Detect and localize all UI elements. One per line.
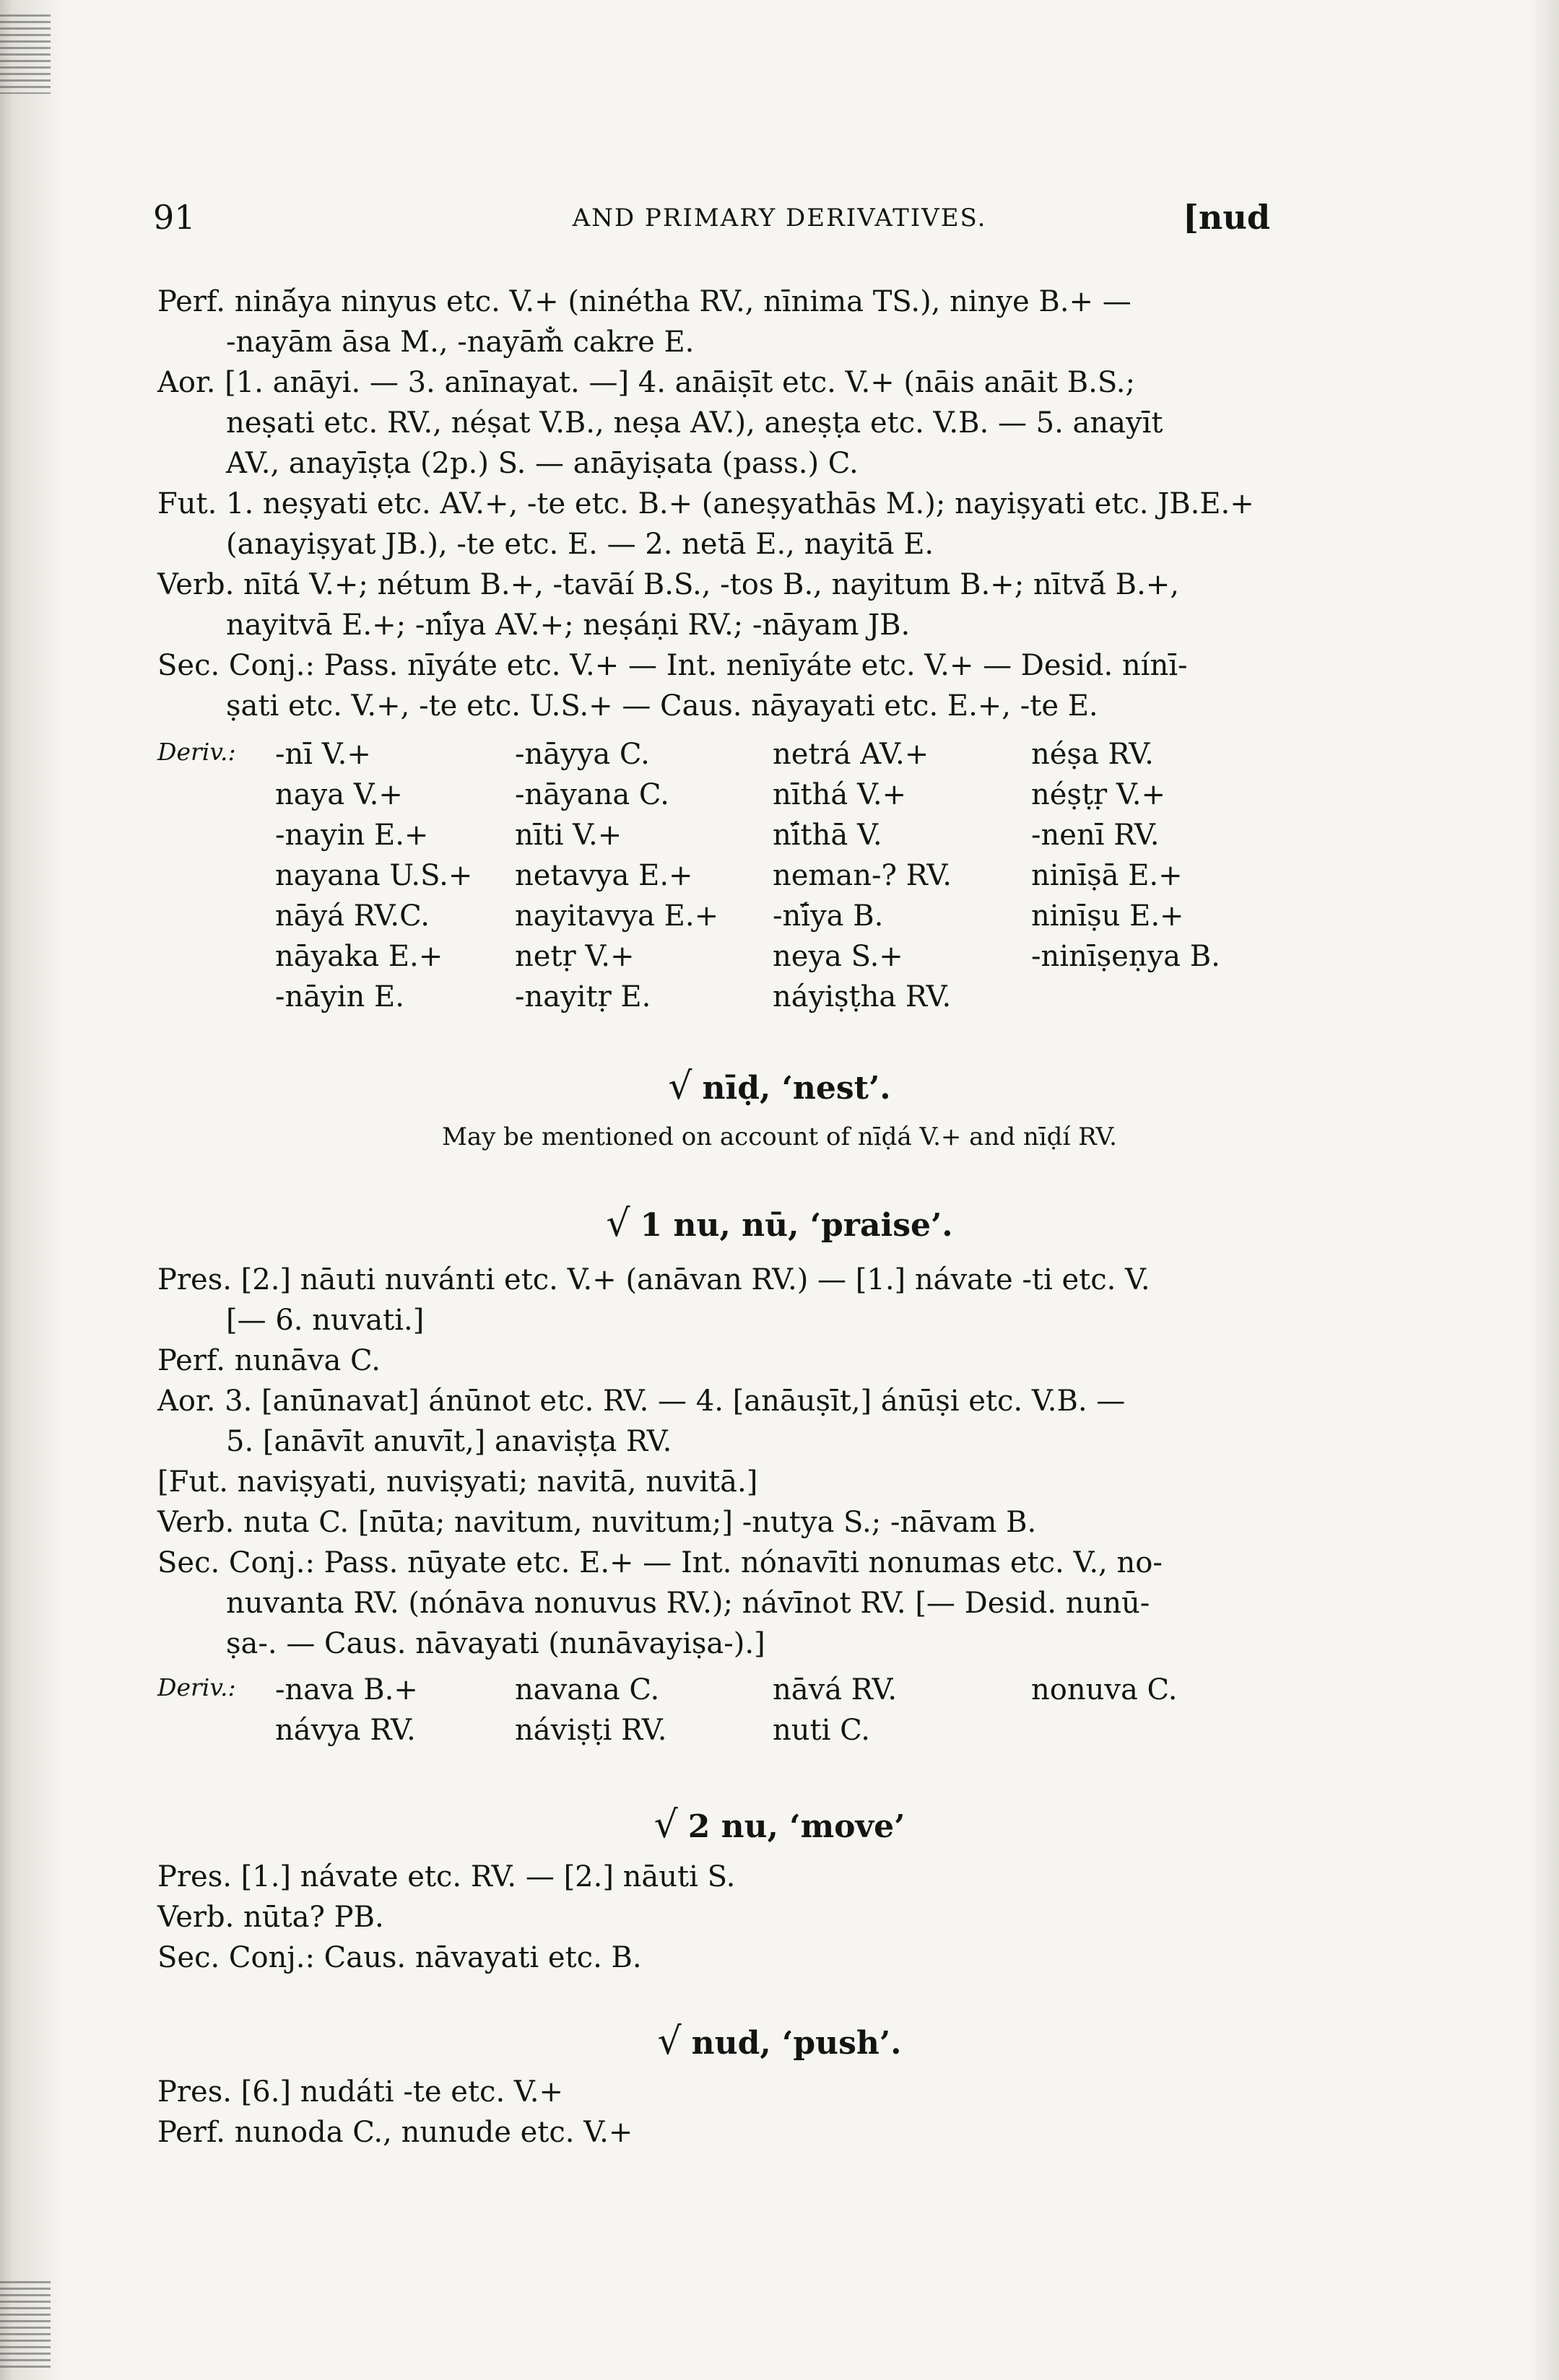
deriv-cell: nīti V.+ [515,819,622,852]
deriv-row [157,1714,1313,1754]
deriv-cell: -nayin E.+ [275,819,429,852]
root-heading-nud [0,2020,1559,2063]
deriv-label: Deriv.: [157,738,236,766]
nid-note: May be mentioned on account of nīḍá V.+ and nīḍí RV. [442,1123,1117,1151]
entry-line: [— 6. nuvati.] [226,1304,425,1337]
deriv-row [157,980,1313,1021]
deriv-cell: nīthá V.+ [773,778,907,811]
root-title: 1 nu, nū, ‘praise’. [640,1207,953,1244]
deriv-cell: navana C. [515,1673,660,1706]
scan-artifact-bottom [0,2281,51,2368]
deriv-cell: ninīṣu E.+ [1031,899,1184,933]
entry-line: Sec. Conj.: Pass. nūyate etc. E.+ — Int. nónavīti nonumas etc. V., no- [157,1546,1163,1579]
root-title: nud, ‘push’. [691,2025,902,2062]
deriv-cell: nāvá RV. [773,1673,898,1706]
entry-line: nayitvā E.+; -nī́ya AV.+; neṣáṇi RV.; -nāyam JB. [226,609,911,642]
root-heading-nu2 [0,1803,1559,1847]
deriv-row [157,940,1313,980]
nud-entry-body [157,2072,1262,2153]
deriv-cell: néṣa RV. [1031,738,1154,771]
deriv-row [157,819,1313,859]
root-sign-icon: √ [653,1803,678,1847]
deriv-cell: neya S.+ [773,940,903,973]
page-number: 91 [153,198,196,237]
deriv-cell: -nī V.+ [275,738,371,771]
deriv-cell: nayana U.S.+ [275,859,473,892]
deriv-cell: náviṣṭi RV. [515,1714,667,1747]
deriv-cell: nayitavya E.+ [515,899,719,933]
deriv-cell: nuti C. [773,1714,870,1747]
deriv-cell: ninīṣā E.+ [1031,859,1183,892]
entry-line: ṣati etc. V.+, -te etc. U.S.+ — Caus. nāyayati etc. E.+, -te E. [226,689,1098,723]
deriv-cell: -nava B.+ [275,1673,418,1706]
entry-line: nuvanta RV. (nónāva nonuvus RV.); návīnot RV. [— Desid. nunū- [226,1587,1150,1620]
entry-line: ṣa-. — Caus. nāvayati (nunāvayiṣa-).] [226,1627,765,1660]
deriv-cell: neman-? RV. [773,859,952,892]
deriv-row [157,1673,1313,1714]
root-heading-nu1 [0,1202,1559,1245]
entry-line: Fut. 1. neṣyati etc. AV.+, -te etc. B.+ (aneṣyathās M.); nayiṣyati etc. JB.E.+ [157,487,1254,520]
entry-line: neṣati etc. RV., néṣat V.B., neṣa AV.), aneṣṭa etc. V.B. — 5. anayīt [226,406,1163,440]
deriv-cell: -nāyya C. [515,738,650,771]
root-sign-icon: √ [606,1202,630,1245]
root-heading-nid [0,1065,1559,1108]
nu1-entry-body [157,1260,1262,1664]
entry-line: Pres. [1.] návate etc. RV. — [2.] nāuti S. [157,1860,736,1893]
deriv-cell: naya V.+ [275,778,403,811]
entry-line: (anayiṣyat JB.), -te etc. E. — 2. netā E., nayitā E. [226,528,934,561]
root-sign-icon: √ [657,2020,682,2063]
entry-line: [Fut. naviṣyati, nuviṣyati; navitā, nuvitā.] [157,1465,758,1499]
entry-line: Perf. nunāva C. [157,1344,381,1377]
root-title: 2 nu, ‘move’ [687,1808,906,1845]
entry-line: Verb. nuta C. [nūta; navitum, nuvitum;] -nutya S.; -nāvam B. [157,1506,1037,1539]
entry-line: Verb. nītá V.+; nétum B.+, -tavāí B.S., -tos B., nayitum B.+; nītvā́ B.+, [157,568,1180,601]
entry-line: AV., anayīṣṭa (2p.) S. — anāyiṣata (pass.) C. [226,447,859,480]
deriv-cell: -nayitṛ E. [515,980,651,1014]
deriv-cell: nāyá RV.C. [275,899,430,933]
entry-line: -nayām āsa M., -nayām̐ cakre E. [226,326,695,359]
deriv-row [157,859,1313,899]
deriv-row [157,778,1313,819]
deriv-label: Deriv.: [157,1673,236,1701]
deriv-cell: -ninīṣeṇya B. [1031,940,1220,973]
entry-line: Aor. [1. anāyi. — 3. anīnayat. —] 4. anāiṣīt etc. V.+ (nāis anāit B.S.; [157,366,1135,399]
entry-line: 5. [anāvīt anuvīt,] anaviṣṭa RV. [226,1425,672,1458]
deriv-cell: néṣṭṛ V.+ [1031,778,1165,811]
deriv-cell: nāyaka E.+ [275,940,443,973]
deriv-row [157,899,1313,940]
deriv-cell: netrá AV.+ [773,738,929,771]
entry-line: Aor. 3. [anūnavat] ánūnot etc. RV. — 4. [anāuṣīt,] ánūṣi etc. V.B. — [157,1385,1126,1418]
ni-entry-body [157,282,1262,726]
scan-artifact-top [0,14,51,94]
deriv-cell: nī́thā V. [773,819,882,852]
deriv-cell: netavya E.+ [515,859,693,892]
entry-line: Verb. nūta? PB. [157,1901,384,1934]
deriv-row [157,738,1313,778]
entry-line: Sec. Conj.: Caus. nāvayati etc. B. [157,1941,642,1974]
entry-line: Pres. [2.] nāuti nuvánti etc. V.+ (anāvan RV.) — [1.] návate -ti etc. V. [157,1263,1150,1296]
root-title: nīḍ, ‘nest’. [702,1070,891,1107]
deriv-cell: -nāyana C. [515,778,669,811]
deriv-cell: -nenī RV. [1031,819,1160,852]
root-sign-icon: √ [668,1065,692,1108]
entry-line: Perf. ninā́ya ninyus etc. V.+ (ninétha RV., nīnima TS.), ninye B.+ — [157,285,1132,318]
deriv-cell: nonuva C. [1031,1673,1178,1706]
deriv-cell: náyiṣṭha RV. [773,980,952,1014]
entry-line: Sec. Conj.: Pass. nīyáte etc. V.+ — Int. nenīyáte etc. V.+ — Desid. nínī- [157,649,1188,682]
entry-line: Pres. [6.] nudáti -te etc. V.+ [157,2075,563,2109]
running-title: AND PRIMARY DERIVATIVES. [572,204,987,232]
deriv-cell: netṛ V.+ [515,940,635,973]
entry-line: Perf. nunoda C., nunude etc. V.+ [157,2116,633,2149]
deriv-cell: -nī́ya B. [773,899,884,933]
deriv-cell: -nāyin E. [275,980,404,1014]
deriv-cell: návya RV. [275,1714,416,1747]
nu2-entry-body [157,1857,1262,1978]
header-keyword: [nud [1183,198,1270,237]
page-header [0,193,1559,251]
